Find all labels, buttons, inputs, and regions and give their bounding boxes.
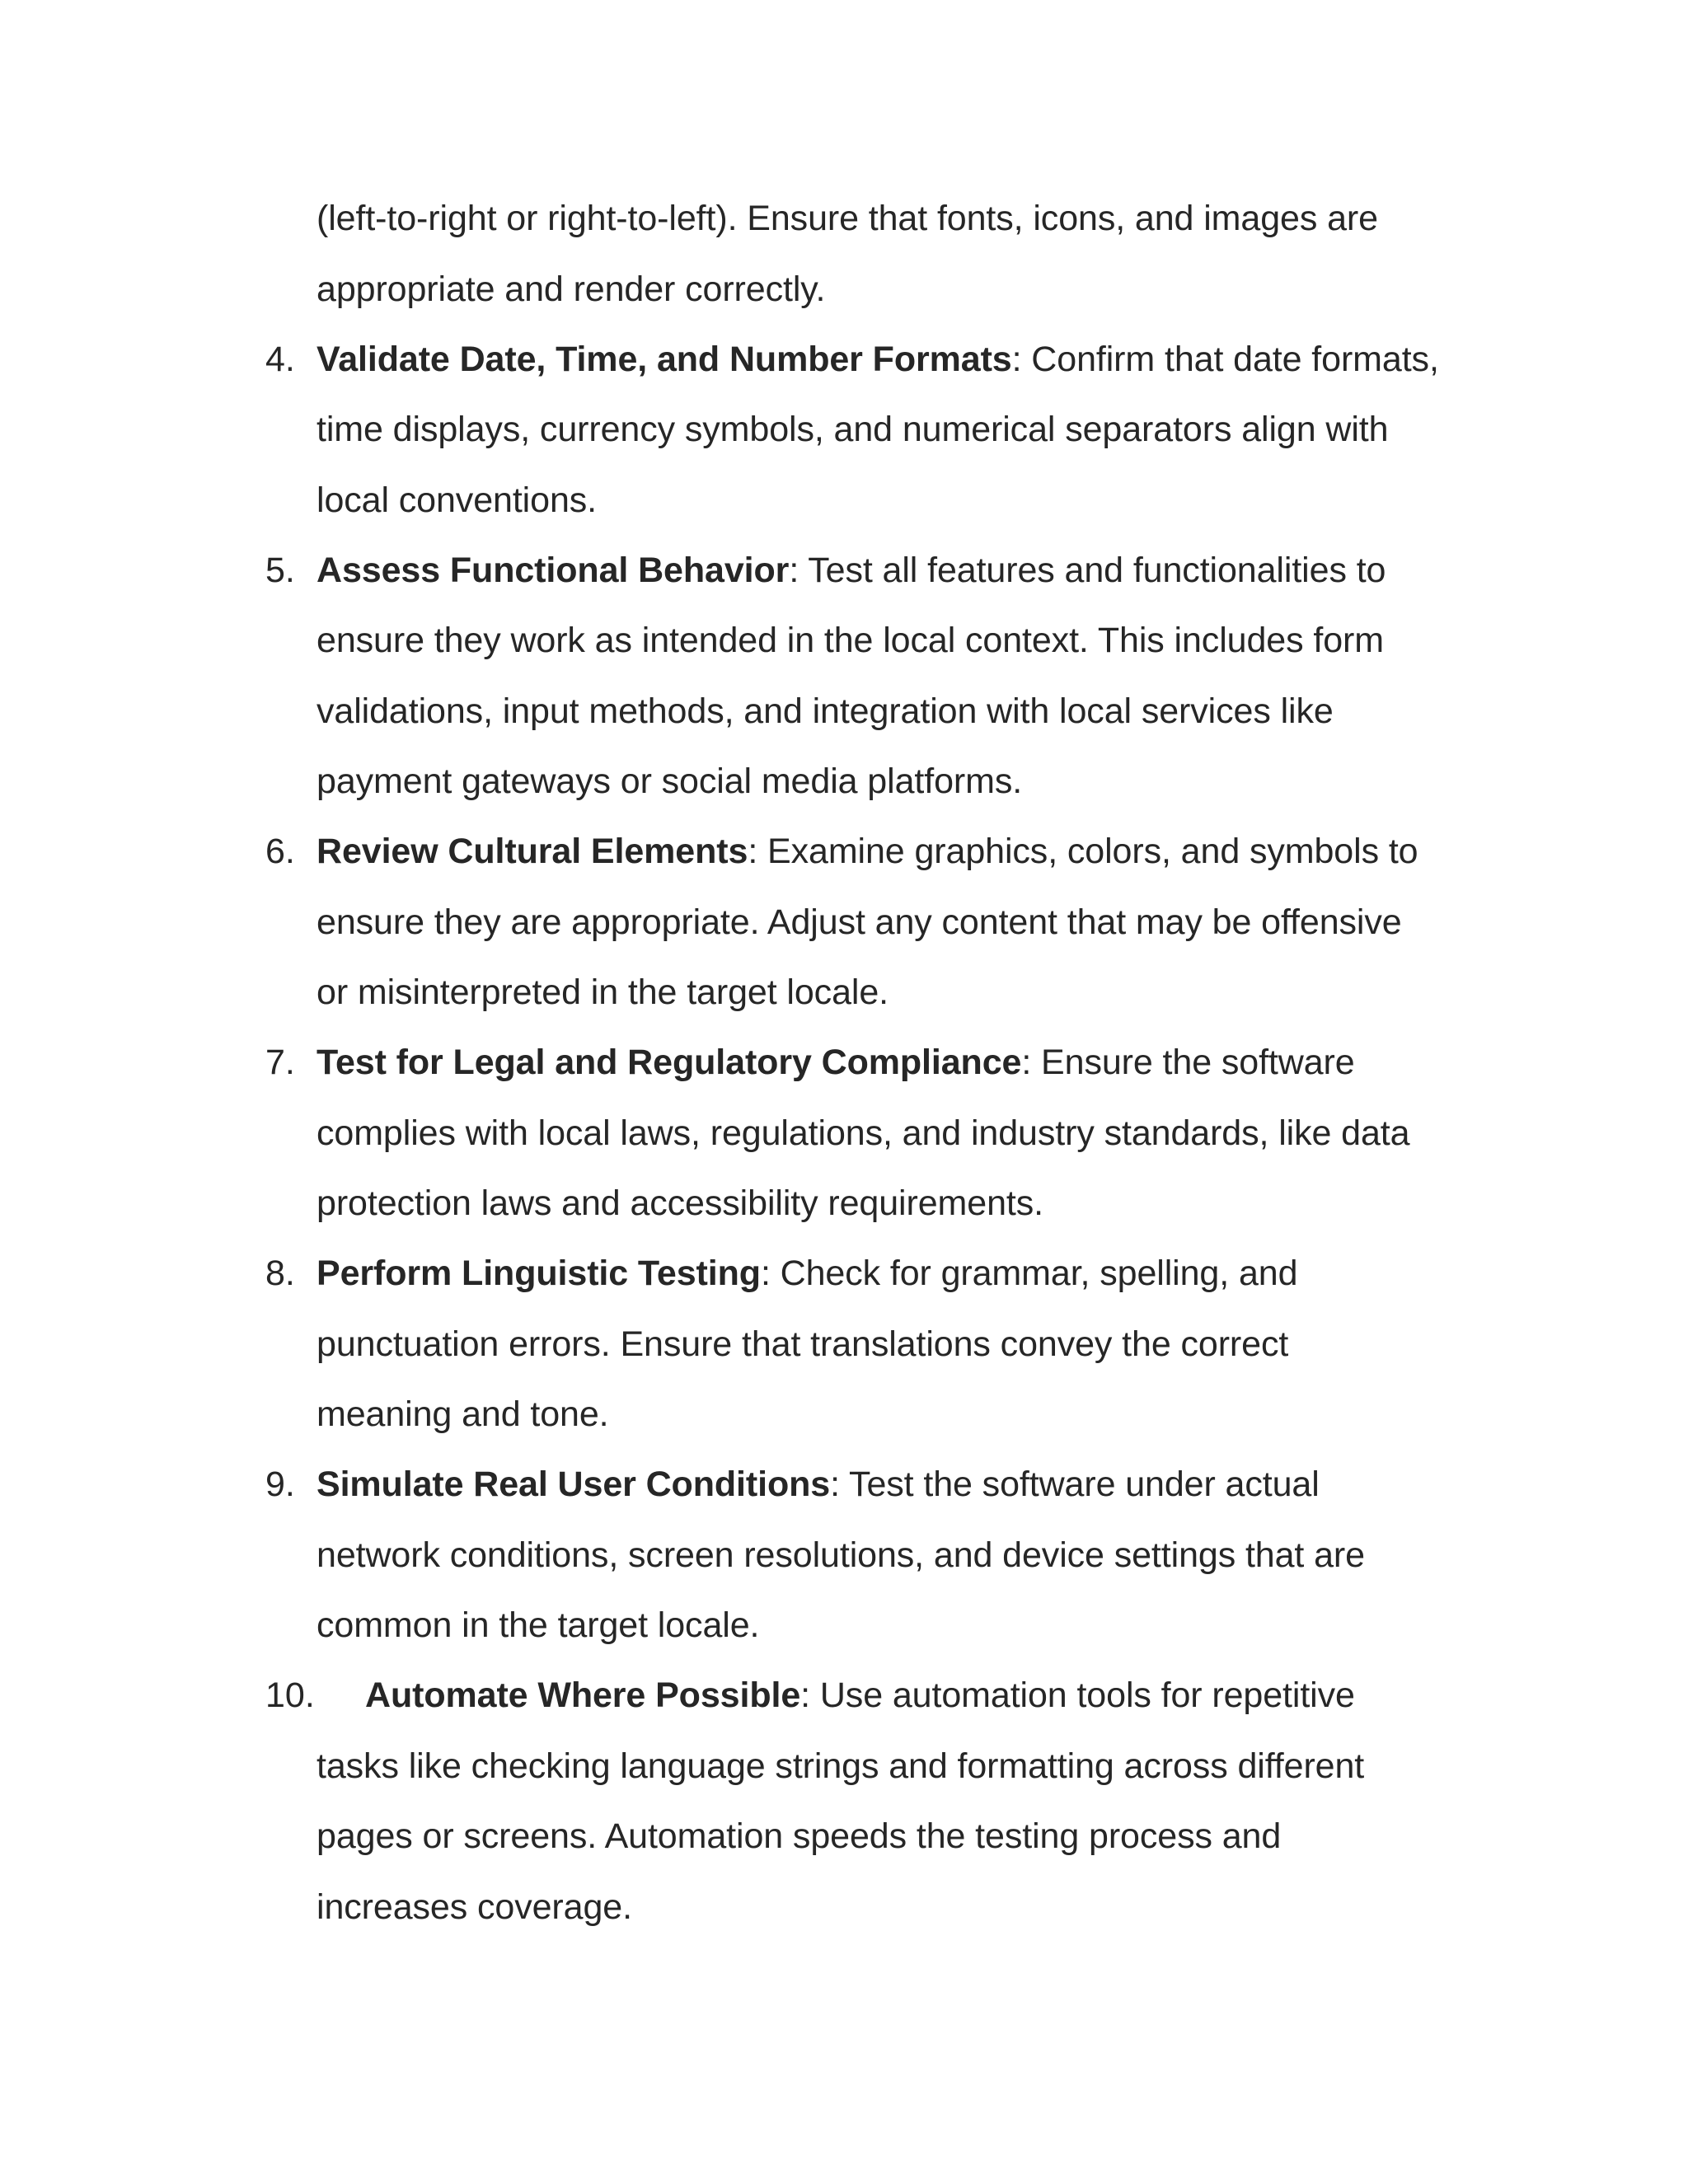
list-item-line: punctuation errors. Ensure that translations convey the correct (316, 1324, 1289, 1364)
list-item-number: 6. (265, 832, 295, 871)
list-item-line: tasks like checking language strings and formatting across different (316, 1746, 1365, 1786)
list-item-line: increases coverage. (316, 1887, 632, 1927)
list-item-first-line (316, 827, 1418, 876)
list-item-first-line (316, 1249, 1297, 1298)
list-item-title: Review Cultural Elements (316, 832, 748, 871)
list-item-line: local conventions. (316, 480, 598, 520)
intro-line: appropriate and render correctly. (316, 269, 826, 309)
list-item-line: or misinterpreted in the target locale. (316, 972, 889, 1012)
list-item-line: payment gateways or social media platforms. (316, 762, 1023, 801)
list-item-line: ensure they work as intended in the local context. This includes form (316, 621, 1384, 660)
list-item-line: time displays, currency symbols, and numerical separators align with (316, 410, 1389, 449)
list-item-line: meaning and tone. (316, 1394, 609, 1434)
list-item-first-line (365, 1671, 1355, 1720)
list-item-number: 8. (265, 1254, 295, 1293)
list-item-line: network conditions, screen resolutions, and device settings that are (316, 1535, 1365, 1575)
list-item-text: : Check for grammar, spelling, and (760, 1254, 1298, 1293)
list-item-first-line (316, 546, 1386, 595)
list-item-number: 7. (265, 1043, 295, 1082)
list-item-text: : Use automation tools for repetitive (800, 1675, 1355, 1715)
list-item-number: 4. (265, 340, 295, 379)
list-item-first-line (316, 1460, 1320, 1509)
list-item-text: : Test the software under actual (830, 1465, 1320, 1504)
list-item-text: : Confirm that date formats, (1011, 340, 1439, 379)
list-item-number: 9. (265, 1465, 295, 1504)
list-item-first-line (316, 335, 1439, 384)
list-item-text: : Ensure the software (1021, 1043, 1355, 1082)
list-item-line: complies with local laws, regulations, and industry standards, like data (316, 1113, 1410, 1153)
intro-line: (left-to-right or right-to-left). Ensure that fonts, icons, and images are (316, 199, 1378, 238)
list-item-title: Validate Date, Time, and Number Formats (316, 340, 1012, 379)
list-item-line: protection laws and accessibility requirements. (316, 1183, 1043, 1223)
list-item-line: pages or screens. Automation speeds the testing process and (316, 1816, 1282, 1856)
list-item-title: Perform Linguistic Testing (316, 1254, 761, 1293)
list-item-text: : Examine graphics, colors, and symbols to (748, 832, 1418, 871)
list-item-text: : Test all features and functionalities to (789, 551, 1386, 590)
list-item-title: Test for Legal and Regulatory Compliance (316, 1043, 1022, 1082)
list-item-number: 5. (265, 551, 295, 590)
list-item-first-line (316, 1038, 1355, 1087)
list-item-line: common in the target locale. (316, 1605, 760, 1645)
list-item-number: 10. (265, 1675, 315, 1715)
list-item-line: validations, input methods, and integration with local services like (316, 691, 1334, 731)
list-item-title: Assess Functional Behavior (316, 551, 790, 590)
list-item-title: Simulate Real User Conditions (316, 1465, 831, 1504)
list-item-line: ensure they are appropriate. Adjust any content that may be offensive (316, 902, 1402, 942)
list-item-title: Automate Where Possible (365, 1675, 801, 1715)
